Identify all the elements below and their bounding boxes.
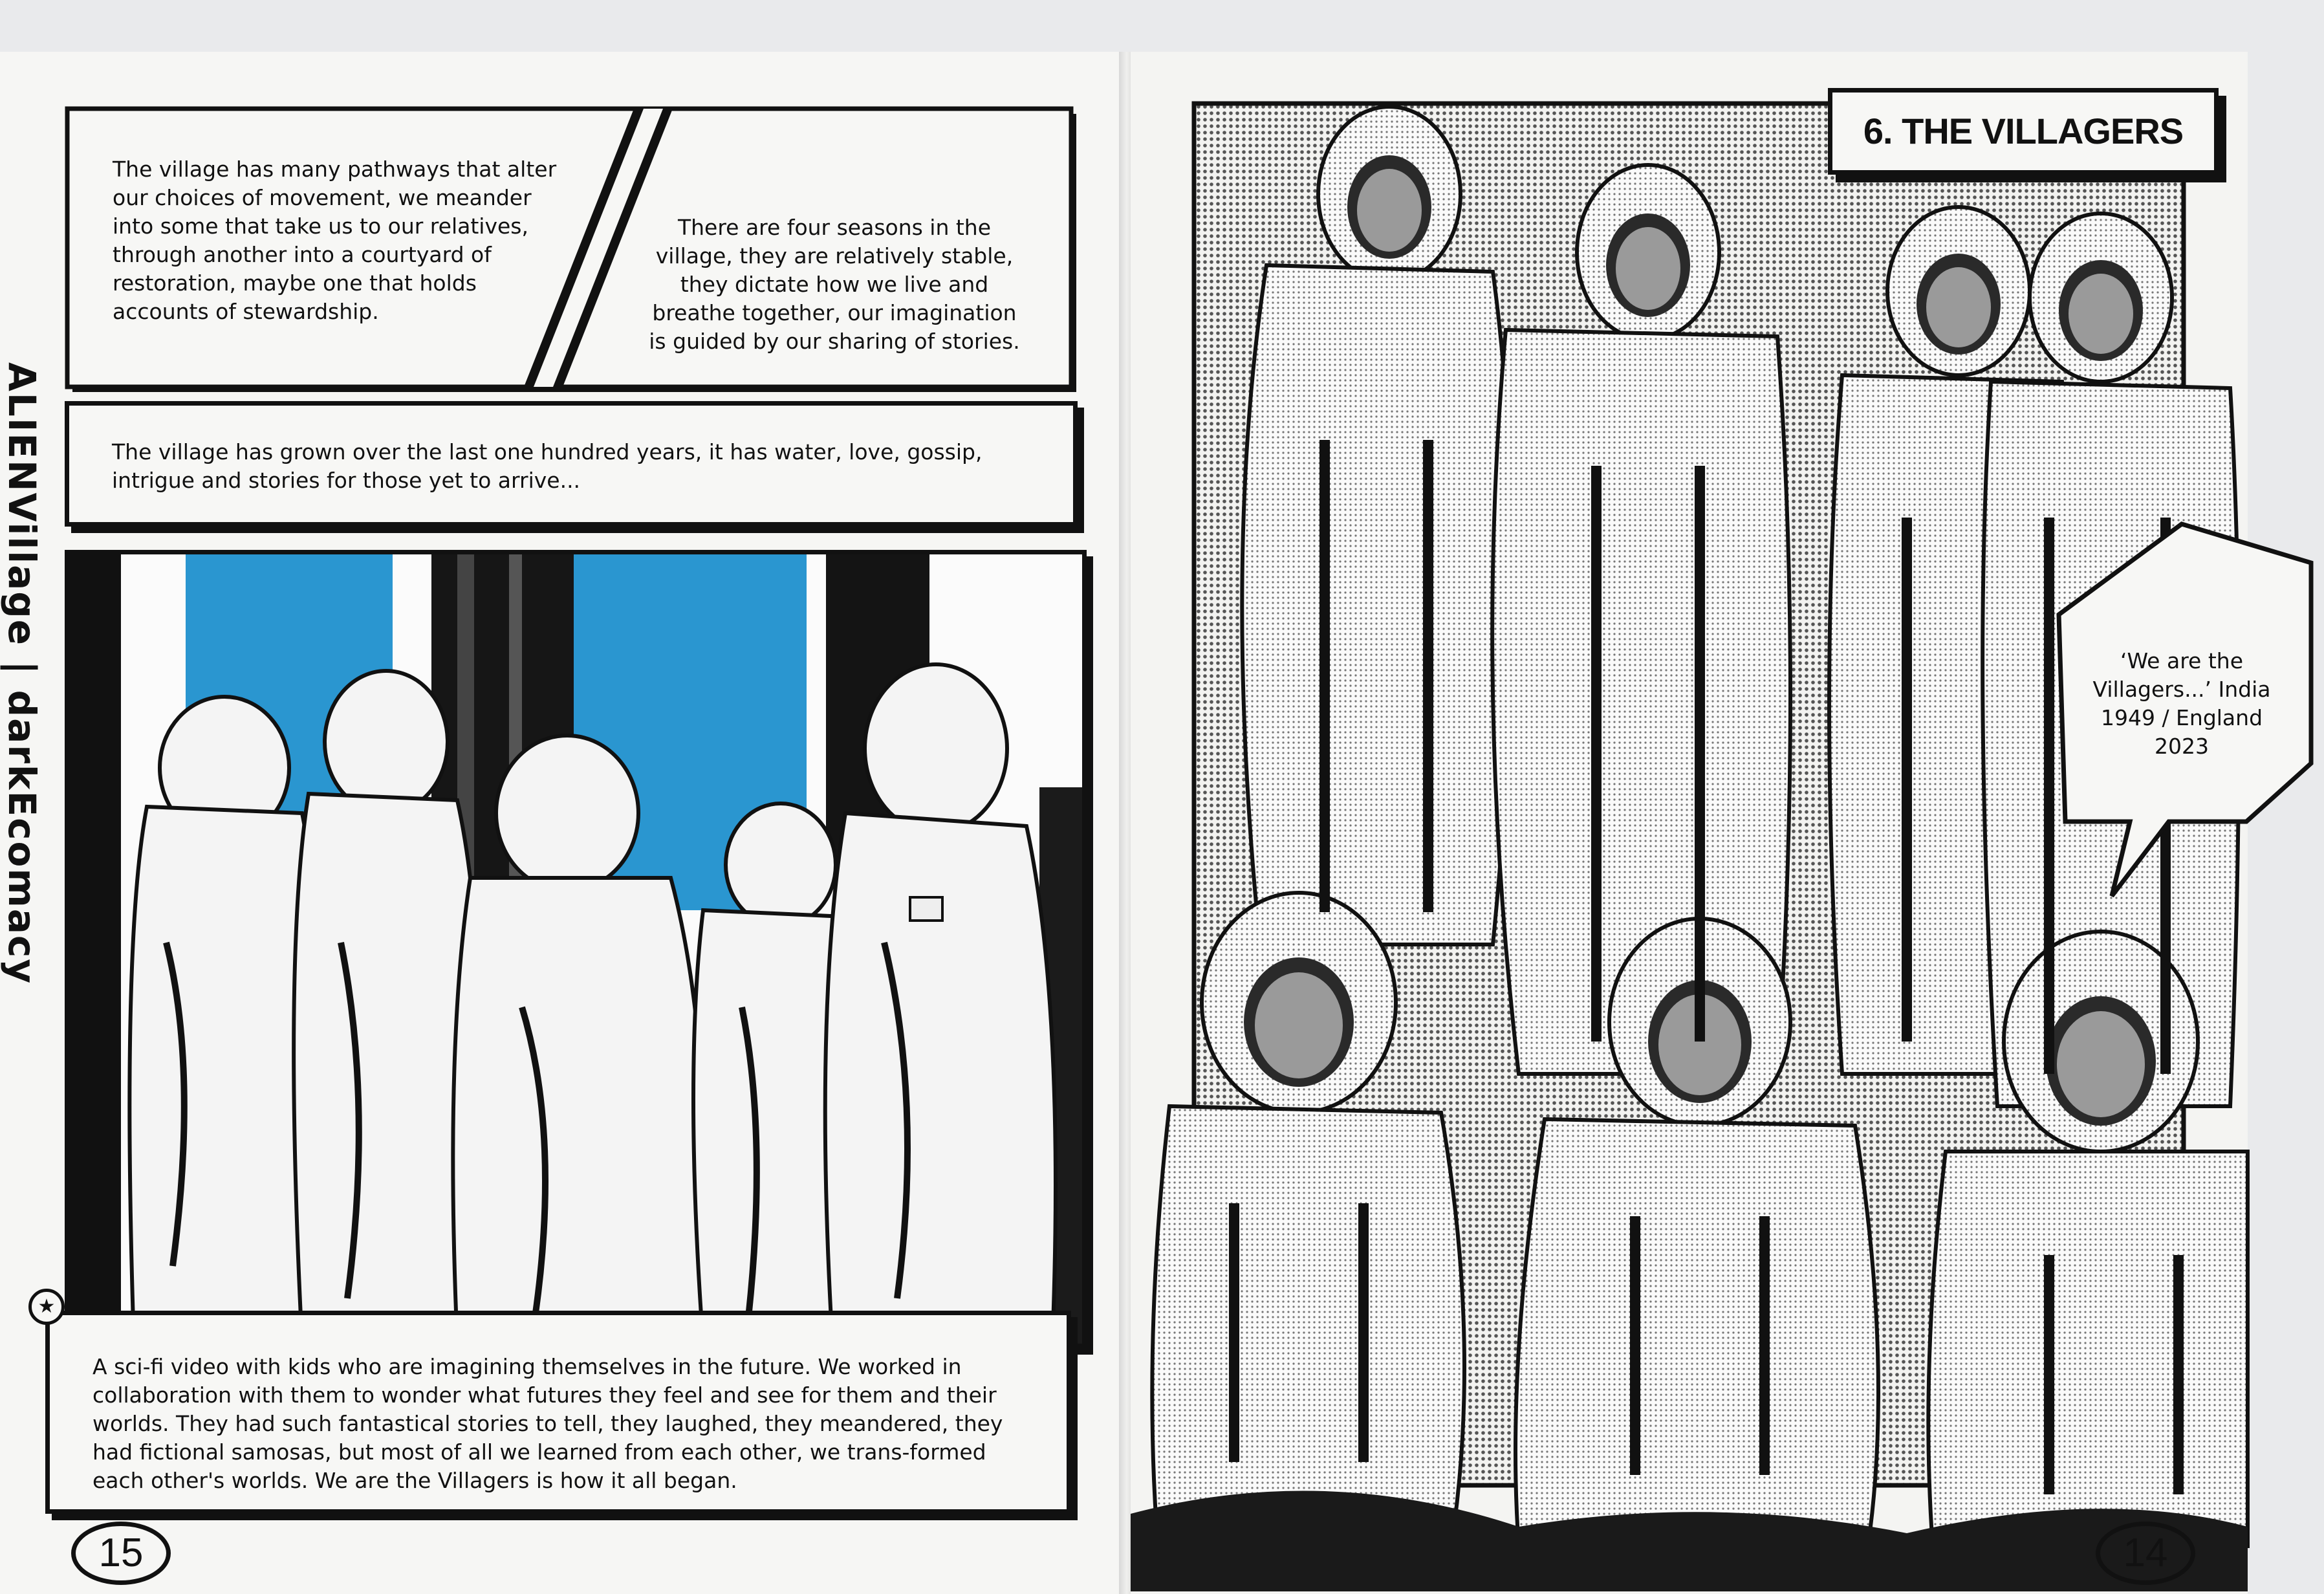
astronauts-illustration — [69, 554, 1082, 1344]
panel-scifi-text: A sci-fi video with kids who are imagining themselves in the future. We worked in collaboration with them to wonder what futures they feel and see for them and their worlds. They had such fantastical stories to tell, they laughed, they meandered, they had fictional samosas, but most of all we learned from each other, we trans-formed each other's worlds. We are the Villagers is how it all began. — [92, 1354, 1003, 1493]
speech-bubble-text: ‘We are the Villagers...’ India 1949 / England 2023 — [2092, 648, 2271, 759]
astronauts-photo — [65, 550, 1087, 1348]
section-title: 6. THE VILLAGERS — [1828, 88, 2219, 175]
panel-grown — [65, 401, 1078, 527]
page-number-right: 14 — [2096, 1522, 2195, 1585]
right-page — [1131, 52, 2271, 1594]
left-page — [0, 52, 1122, 1594]
panel-seasons-text: There are four seasons in the village, they are relatively stable, they dictate how we live and breathe together, our imagination is guided by our sharing of stories. — [649, 215, 1020, 354]
page-number-left: 15 — [71, 1522, 171, 1585]
vertical-title: ALIENVillage | darkEcomacy — [0, 362, 44, 985]
panel-scifi — [45, 1311, 1071, 1514]
star-icon: ★ — [28, 1289, 65, 1325]
panel-pathways-text: The village has many pathways that alter our choices of movement, we meander into some that take us to our relatives, through another into a courtyard of restoration, maybe one that holds accounts of stewardship. — [113, 157, 557, 324]
panel-grown-text: The village has grown over the last one hundred years, it has water, love, gossip, intrigue and stories for those yet to arrive... — [112, 439, 983, 493]
